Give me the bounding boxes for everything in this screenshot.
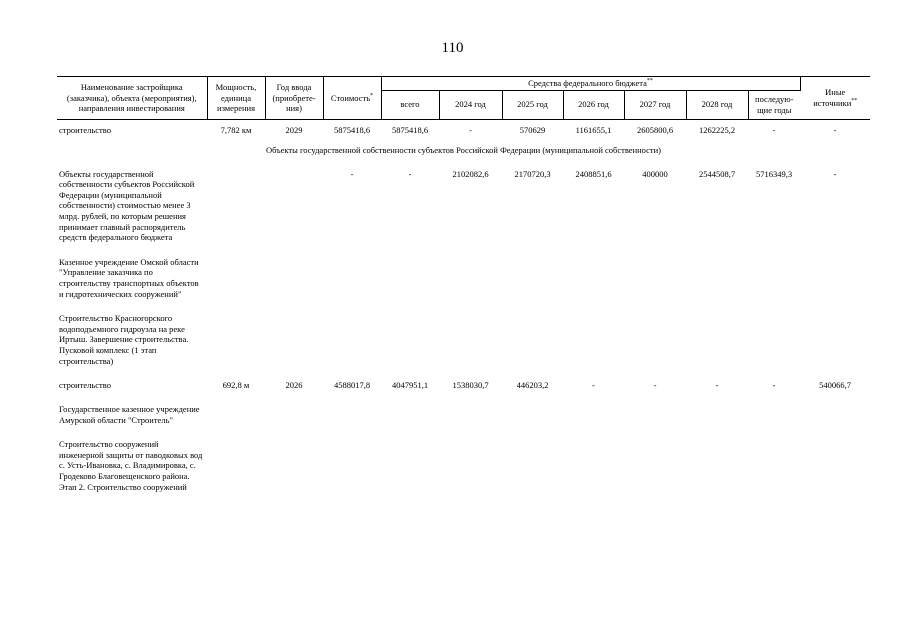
row-name: Государственное казенное учреждение Амурской области "Строитель" <box>59 404 200 425</box>
row-later: - <box>772 380 776 391</box>
row-2024: 1538030,7 <box>452 380 489 391</box>
row-capacity: 7,782 км <box>220 124 252 135</box>
row-name: строительство <box>59 124 111 135</box>
row-later: - <box>772 124 776 135</box>
header-2024: 2024 год <box>439 90 502 119</box>
header-other-sources: Иные источники** <box>800 77 870 120</box>
row-other: - <box>833 124 837 135</box>
row-name: Строительство Красногорского водоподъемного гидроузла на реке Иртыш. Завершение строительства. Пусковой комплекс (1 этап строительства) <box>59 313 189 366</box>
table-row <box>57 257 870 313</box>
row-capacity: 692,8 м <box>222 380 250 391</box>
row-2028: - <box>715 380 719 391</box>
row-2024: 2102082,6 <box>452 168 489 179</box>
header-federal-budget: Средства федерального бюджета** <box>381 77 800 91</box>
header-2025: 2025 год <box>502 90 563 119</box>
header-2026: 2026 год <box>563 90 624 119</box>
table-row <box>57 404 870 439</box>
row-2027: 400000 <box>642 168 668 179</box>
table-row <box>57 439 870 492</box>
row-2027: - <box>653 380 657 391</box>
row-other: 540066,7 <box>819 380 851 391</box>
row-2024: - <box>469 124 472 135</box>
header-capacity: Мощность, единица измерения <box>207 77 265 120</box>
row-year: 2026 <box>285 380 303 391</box>
header-2027: 2027 год <box>624 90 686 119</box>
row-name: Объекты государственной собственности субъектов Российской Федерации (муниципальной собственности) стоимостью менее 3 млрд. рублей, по которым решения принимает главный распорядитель средств федерального бюджета <box>59 168 195 243</box>
row-2025: 570629 <box>519 124 546 135</box>
row-2026: 2408851,6 <box>575 168 612 179</box>
row-cost: 5875418,6 <box>333 124 371 135</box>
investment-table <box>57 76 870 492</box>
row-total: 5875418,6 <box>391 124 429 135</box>
row-2028: 2544508,7 <box>698 168 736 179</box>
header-total: всего <box>381 90 439 119</box>
header-later-years: последую-щие годы <box>748 90 800 119</box>
row-2028: 1262225,2 <box>698 124 736 135</box>
table-row <box>57 125 870 145</box>
header-name: Наименование застройщика (заказчика), объекта (мероприятия), направления инвестирования <box>57 77 207 120</box>
table-row <box>57 313 870 380</box>
section-title: Объекты государственной собственности субъектов Российской Федерации (муниципальной собственности) <box>266 144 661 155</box>
row-year: 2029 <box>285 124 303 135</box>
page-number: 110 <box>441 40 464 56</box>
row-2025: 446203,2 <box>516 380 549 391</box>
row-2026: - <box>592 380 595 391</box>
row-2025: 2170720,3 <box>514 168 551 179</box>
table-row <box>57 169 870 257</box>
row-total: 4047951,1 <box>391 380 429 391</box>
header-2028: 2028 год <box>686 90 748 119</box>
row-other: - <box>833 168 837 179</box>
row-cost: - <box>350 168 354 179</box>
row-name: Казенное учреждение Омской области "Управление заказчика по строительству транспортных объектов и гидротехнических сооружений" <box>59 256 199 299</box>
row-name: Строительство сооружений инженерной защиты от паводковых вод с. Усть-Ивановка, с. Владимировка, с. Гродеково Благовещенского района. Этап 2. Строительство сооружений <box>59 439 203 492</box>
row-later: 5716349,3 <box>755 168 793 179</box>
row-2026: 1161655,1 <box>575 124 612 135</box>
row-total: - <box>408 168 412 179</box>
row-cost: 4588017,8 <box>333 380 371 391</box>
header-cost: Стоимость* <box>323 77 381 120</box>
table-row <box>57 380 870 404</box>
row-2027: 2605800,6 <box>636 124 674 135</box>
row-year <box>265 169 323 257</box>
row-name: строительство <box>59 380 111 391</box>
header-year: Год ввода (приобрете-ния) <box>265 77 323 120</box>
section-row <box>57 145 870 169</box>
row-capacity <box>207 169 265 257</box>
